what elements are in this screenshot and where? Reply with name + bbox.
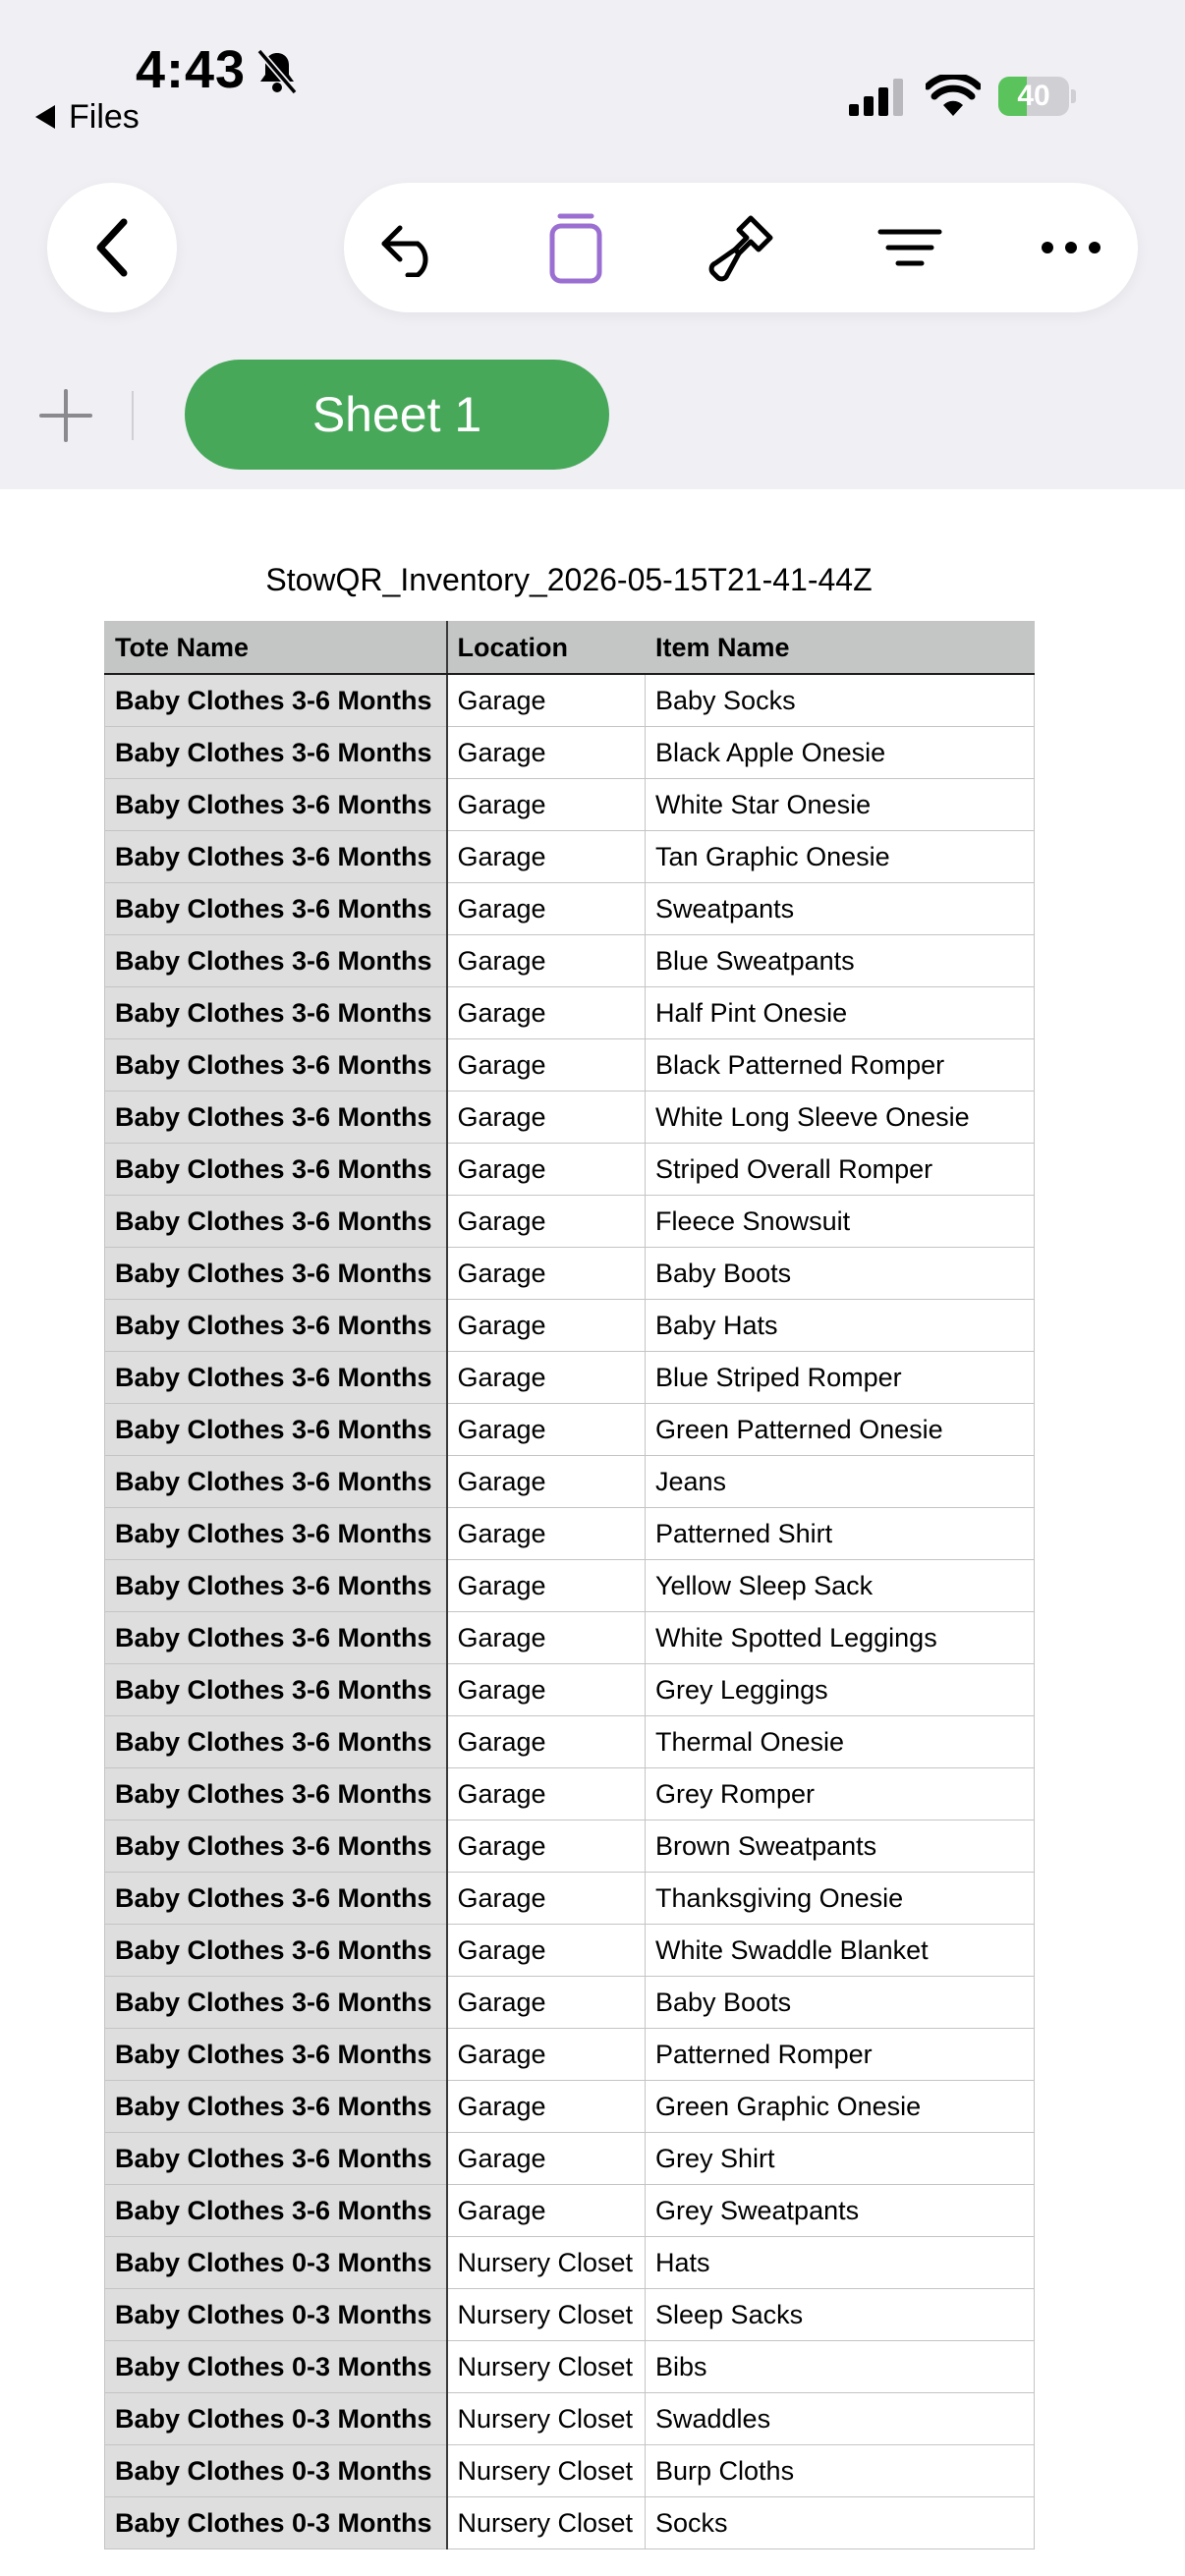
cell-location[interactable]: Garage <box>447 2029 646 2081</box>
tab-divider <box>132 391 134 440</box>
cell-tote-name[interactable]: Baby Clothes 3-6 Months <box>105 2081 447 2133</box>
cell-tote-name[interactable]: Baby Clothes 3-6 Months <box>105 1248 447 1300</box>
table-row <box>105 1300 1035 1352</box>
cell-item-name[interactable]: Brown Sweatpants <box>646 1820 1035 1873</box>
table-row <box>105 1144 1035 1196</box>
cell-tote-name[interactable]: Baby Clothes 0-3 Months <box>105 2445 447 2497</box>
cell-location[interactable]: Garage <box>447 987 646 1039</box>
cell-tote-name[interactable]: Baby Clothes 3-6 Months <box>105 2029 447 2081</box>
cell-item-name[interactable]: Grey Romper <box>646 1768 1035 1820</box>
table-row <box>105 883 1035 935</box>
table-row <box>105 727 1035 779</box>
bell-muted-icon <box>254 47 301 96</box>
cell-item-name[interactable]: Sleep Sacks <box>646 2289 1035 2341</box>
table-row <box>105 2341 1035 2393</box>
cell-item-name[interactable]: Sweatpants <box>646 883 1035 935</box>
table-row <box>105 2393 1035 2445</box>
table-row <box>105 1977 1035 2029</box>
cell-location[interactable]: Garage <box>447 1873 646 1925</box>
undo-icon <box>378 218 443 277</box>
cell-tote-name[interactable]: Baby Clothes 3-6 Months <box>105 1404 447 1456</box>
battery-indicator <box>998 77 1077 116</box>
column-header-tote-name[interactable]: Tote Name <box>105 622 447 675</box>
cell-location[interactable]: Garage <box>447 2081 646 2133</box>
back-to-files-label: Files <box>69 97 140 136</box>
cellular-signal-icon <box>849 79 904 116</box>
inventory-table <box>104 621 1035 2549</box>
cell-tote-name[interactable]: Baby Clothes 3-6 Months <box>105 1820 447 1873</box>
cell-tote-name[interactable]: Baby Clothes 3-6 Months <box>105 831 447 883</box>
tab-sheet-1[interactable]: Sheet 1 <box>185 360 609 470</box>
cell-tote-name[interactable]: Baby Clothes 3-6 Months <box>105 1456 447 1508</box>
cell-location[interactable]: Nursery Closet <box>447 2445 646 2497</box>
cell-item-name[interactable]: White Swaddle Blanket <box>646 1925 1035 1977</box>
cell-tote-name[interactable]: Baby Clothes 0-3 Months <box>105 2393 447 2445</box>
cell-location[interactable]: Garage <box>447 883 646 935</box>
table-row <box>105 1664 1035 1716</box>
cell-tote-name[interactable]: Baby Clothes 3-6 Months <box>105 987 447 1039</box>
cell-tote-name[interactable]: Baby Clothes 3-6 Months <box>105 1039 447 1092</box>
table-row <box>105 1716 1035 1768</box>
table-row <box>105 2497 1035 2549</box>
cell-location[interactable]: Garage <box>447 1352 646 1404</box>
cell-tote-name[interactable]: Baby Clothes 3-6 Months <box>105 935 447 987</box>
table-row <box>105 1560 1035 1612</box>
back-button[interactable] <box>47 183 177 312</box>
cell-item-name[interactable]: Green Patterned Onesie <box>646 1404 1035 1456</box>
sort-filter-button[interactable] <box>875 212 945 283</box>
table-row <box>105 2289 1035 2341</box>
cell-tote-name[interactable]: Baby Clothes 3-6 Months <box>105 674 447 727</box>
table-row <box>105 1768 1035 1820</box>
cell-location[interactable]: Nursery Closet <box>447 2393 646 2445</box>
cell-tote-name[interactable]: Baby Clothes 3-6 Months <box>105 1925 447 1977</box>
cell-tote-name[interactable]: Baby Clothes 3-6 Months <box>105 1196 447 1248</box>
table-row <box>105 987 1035 1039</box>
table-row <box>105 1039 1035 1092</box>
cell-item-name[interactable]: Socks <box>646 2497 1035 2549</box>
cell-tote-name[interactable]: Baby Clothes 3-6 Months <box>105 1352 447 1404</box>
document-title: StowQR_Inventory_2026-05-15T21-41-44Z <box>265 562 873 597</box>
cell-tote-name[interactable]: Baby Clothes 3-6 Months <box>105 1873 447 1925</box>
column-header-location[interactable]: Location <box>447 622 646 675</box>
cell-tote-name[interactable]: Baby Clothes 0-3 Months <box>105 2237 447 2289</box>
cell-item-name[interactable]: Yellow Sleep Sack <box>646 1560 1035 1612</box>
table-row <box>105 2029 1035 2081</box>
cell-location[interactable]: Nursery Closet <box>447 2341 646 2393</box>
cell-location[interactable]: Garage <box>447 1560 646 1612</box>
cell-item-name[interactable]: Blue Striped Romper <box>646 1352 1035 1404</box>
cell-item-name[interactable]: Swaddles <box>646 2393 1035 2445</box>
table-row <box>105 831 1035 883</box>
cell-location[interactable]: Garage <box>447 2185 646 2237</box>
more-icon <box>1040 240 1102 255</box>
cell-tote-name[interactable]: Baby Clothes 3-6 Months <box>105 1508 447 1560</box>
cell-tote-name[interactable]: Baby Clothes 3-6 Months <box>105 1977 447 2029</box>
table-row <box>105 2081 1035 2133</box>
table-row <box>105 1404 1035 1456</box>
cell-location[interactable]: Garage <box>447 1664 646 1716</box>
cell-tote-name[interactable]: Baby Clothes 3-6 Months <box>105 1664 447 1716</box>
cell-item-name[interactable]: Half Pint Onesie <box>646 987 1035 1039</box>
table-row <box>105 1925 1035 1977</box>
cell-location[interactable]: Garage <box>447 1716 646 1768</box>
cell-tote-name[interactable]: Baby Clothes 0-3 Months <box>105 2341 447 2393</box>
format-button[interactable] <box>705 212 776 283</box>
cell-item-name[interactable]: Tan Graphic Onesie <box>646 831 1035 883</box>
cell-tote-name[interactable]: Baby Clothes 3-6 Months <box>105 2133 447 2185</box>
table-row <box>105 674 1035 727</box>
cell-item-name[interactable]: Black Apple Onesie <box>646 727 1035 779</box>
copy-button[interactable] <box>540 212 611 283</box>
cell-location[interactable]: Garage <box>447 1977 646 2029</box>
cell-location[interactable]: Nursery Closet <box>447 2289 646 2341</box>
cell-tote-name[interactable]: Baby Clothes 3-6 Months <box>105 1300 447 1352</box>
cell-location[interactable]: Garage <box>447 674 646 727</box>
table-row <box>105 1196 1035 1248</box>
cell-tote-name[interactable]: Baby Clothes 3-6 Months <box>105 1560 447 1612</box>
column-header-item-name[interactable]: Item Name <box>646 622 1035 675</box>
cell-tote-name[interactable]: Baby Clothes 0-3 Months <box>105 2497 447 2549</box>
back-chevron-icon <box>92 216 132 279</box>
wifi-icon <box>926 75 981 116</box>
cell-location[interactable]: Garage <box>447 779 646 831</box>
table-row <box>105 935 1035 987</box>
cell-item-name[interactable]: Baby Boots <box>646 1977 1035 2029</box>
table-row <box>105 2445 1035 2497</box>
cell-location[interactable]: Garage <box>447 1925 646 1977</box>
toolbar <box>344 183 1138 312</box>
cell-item-name[interactable]: Bibs <box>646 2341 1035 2393</box>
cell-tote-name[interactable]: Baby Clothes 3-6 Months <box>105 1612 447 1664</box>
table-row <box>105 779 1035 831</box>
cell-item-name[interactable]: Jeans <box>646 1456 1035 1508</box>
cell-item-name[interactable]: Baby Socks <box>646 674 1035 727</box>
cell-item-name[interactable]: Black Patterned Romper <box>646 1039 1035 1092</box>
table-row <box>105 1612 1035 1664</box>
cell-tote-name[interactable]: Baby Clothes 3-6 Months <box>105 2185 447 2237</box>
cell-location[interactable]: Garage <box>447 727 646 779</box>
cell-item-name[interactable]: Baby Boots <box>646 1248 1035 1300</box>
cell-location[interactable]: Garage <box>447 1612 646 1664</box>
table-row <box>105 1508 1035 1560</box>
cell-location[interactable]: Garage <box>447 1404 646 1456</box>
cell-location[interactable]: Garage <box>447 1144 646 1196</box>
cell-tote-name[interactable]: Baby Clothes 0-3 Months <box>105 2289 447 2341</box>
cell-item-name[interactable]: Thanksgiving Onesie <box>646 1873 1035 1925</box>
cell-tote-name[interactable]: Baby Clothes 3-6 Months <box>105 883 447 935</box>
status-time: 4:43 <box>136 40 247 99</box>
cell-location[interactable]: Garage <box>447 1039 646 1092</box>
table-row <box>105 1456 1035 1508</box>
cell-tote-name[interactable]: Baby Clothes 3-6 Months <box>105 1768 447 1820</box>
cell-location[interactable]: Garage <box>447 1300 646 1352</box>
cell-item-name[interactable]: Green Graphic Onesie <box>646 2081 1035 2133</box>
cell-location[interactable]: Garage <box>447 1820 646 1873</box>
cell-tote-name[interactable]: Baby Clothes 3-6 Months <box>105 1144 447 1196</box>
cell-item-name[interactable]: White Star Onesie <box>646 779 1035 831</box>
cell-location[interactable]: Nursery Closet <box>447 2237 646 2289</box>
cell-item-name[interactable]: Patterned Shirt <box>646 1508 1035 1560</box>
undo-button[interactable] <box>375 212 446 283</box>
cell-item-name[interactable]: Hats <box>646 2237 1035 2289</box>
cell-item-name[interactable]: Fleece Snowsuit <box>646 1196 1035 1248</box>
more-button[interactable] <box>1036 212 1106 283</box>
table-row <box>105 1873 1035 1925</box>
add-sheet-icon[interactable] <box>39 389 92 442</box>
table-row <box>105 1092 1035 1144</box>
cell-item-name[interactable]: Grey Sweatpants <box>646 2185 1035 2237</box>
cell-location[interactable]: Garage <box>447 935 646 987</box>
copy-icon <box>546 210 605 285</box>
cell-item-name[interactable]: Thermal Onesie <box>646 1716 1035 1768</box>
table-row <box>105 2133 1035 2185</box>
back-triangle-icon <box>35 105 55 129</box>
cell-location[interactable]: Garage <box>447 831 646 883</box>
cell-location[interactable]: Garage <box>447 1768 646 1820</box>
cell-item-name[interactable]: Striped Overall Romper <box>646 1144 1035 1196</box>
table-row <box>105 1820 1035 1873</box>
format-brush-icon <box>705 212 776 283</box>
cell-location[interactable]: Garage <box>447 1508 646 1560</box>
table-row <box>105 1352 1035 1404</box>
cell-location[interactable]: Garage <box>447 2133 646 2185</box>
battery-percent: 40 <box>1017 80 1050 112</box>
cell-location[interactable]: Garage <box>447 1248 646 1300</box>
header-row <box>105 622 1035 675</box>
cell-item-name[interactable]: Patterned Romper <box>646 2029 1035 2081</box>
cell-location[interactable]: Garage <box>447 1456 646 1508</box>
table-row <box>105 2185 1035 2237</box>
cell-item-name[interactable]: Blue Sweatpants <box>646 935 1035 987</box>
cell-location[interactable]: Garage <box>447 1092 646 1144</box>
cell-location[interactable]: Garage <box>447 1196 646 1248</box>
cell-item-name[interactable]: Baby Hats <box>646 1300 1035 1352</box>
sort-filter-icon <box>876 226 943 269</box>
cell-item-name[interactable]: Grey Shirt <box>646 2133 1035 2185</box>
cell-tote-name[interactable]: Baby Clothes 3-6 Months <box>105 779 447 831</box>
table-row <box>105 2237 1035 2289</box>
cell-item-name[interactable]: White Long Sleeve Onesie <box>646 1092 1035 1144</box>
back-to-files-link[interactable] <box>35 94 140 140</box>
cell-tote-name[interactable]: Baby Clothes 3-6 Months <box>105 1092 447 1144</box>
cell-tote-name[interactable]: Baby Clothes 3-6 Months <box>105 727 447 779</box>
cell-tote-name[interactable]: Baby Clothes 3-6 Months <box>105 1716 447 1768</box>
cell-item-name[interactable]: Grey Leggings <box>646 1664 1035 1716</box>
cell-item-name[interactable]: White Spotted Leggings <box>646 1612 1035 1664</box>
cell-item-name[interactable]: Burp Cloths <box>646 2445 1035 2497</box>
cell-location[interactable]: Nursery Closet <box>447 2497 646 2549</box>
table-row <box>105 1248 1035 1300</box>
